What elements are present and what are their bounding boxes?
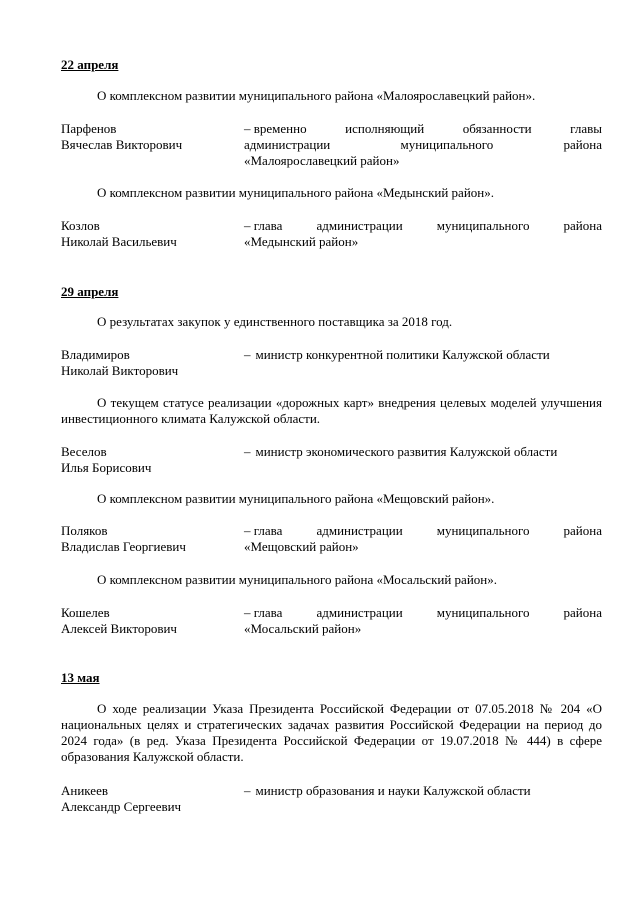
speaker-given-names: Илья Борисович bbox=[61, 460, 152, 475]
speaker-name bbox=[61, 523, 236, 555]
section-date: 13 мая bbox=[61, 670, 100, 685]
speaker-surname: Парфенов bbox=[61, 121, 117, 136]
speaker-given-names: Николай Васильевич bbox=[61, 234, 177, 249]
speaker-surname: Козлов bbox=[61, 218, 100, 233]
speaker-surname: Веселов bbox=[61, 444, 107, 459]
agenda-topic: О текущем статусе реализации «дорожных карт» внедрения целевых моделей улучшения инвестиционного климата Калужской области. bbox=[61, 395, 602, 426]
speaker-role: – министр конкурентной политики Калужской области bbox=[244, 347, 550, 362]
speaker-role: – глава администрации муниципального района «Мещовский район» bbox=[244, 523, 602, 554]
speaker-given-names: Николай Викторович bbox=[61, 363, 179, 378]
speaker-surname: Аникеев bbox=[61, 783, 108, 798]
speaker-name bbox=[61, 347, 236, 379]
speaker-surname: Владимиров bbox=[61, 347, 130, 362]
speaker-role: – министр экономического развития Калужской области bbox=[244, 444, 558, 459]
speaker-surname: Кошелев bbox=[61, 605, 110, 620]
speaker-given-names: Вячеслав Викторович bbox=[61, 137, 183, 152]
agenda-topic: О комплексном развитии муниципального района «Мещовский район». bbox=[97, 491, 495, 506]
speaker-given-names: Алексей Викторович bbox=[61, 621, 177, 636]
speaker-role: – временно исполняющий обязанности главы администрации муниципального района «Малоярославецкий район» bbox=[244, 121, 602, 168]
speaker-name bbox=[61, 783, 236, 815]
agenda-topic: О комплексном развитии муниципального района «Мосальский район». bbox=[97, 572, 497, 587]
speaker-role: – министр образования и науки Калужской области bbox=[244, 783, 531, 798]
agenda-topic: О результатах закупок у единственного поставщика за 2018 год. bbox=[97, 314, 453, 329]
agenda-topic: О комплексном развитии муниципального района «Малоярославецкий район». bbox=[97, 88, 536, 103]
agenda-topic: О ходе реализации Указа Президента Российской Федерации от 07.05.2018 № 204 «О национальных целях и стратегических задачах развития Российской Федерации на период до 2024 года» (в ред. Указа Президента Российской Федерации от 19.07.2018 № 444) в сфере образования Калужской области. bbox=[61, 701, 602, 764]
section-date: 22 апреля bbox=[61, 57, 119, 72]
speaker-given-names: Владислав Георгиевич bbox=[61, 539, 186, 554]
speaker-given-names: Александр Сергеевич bbox=[61, 799, 182, 814]
speaker-role: – глава администрации муниципального района «Мосальский район» bbox=[244, 605, 602, 636]
speaker-role: – глава администрации муниципального района «Медынский район» bbox=[244, 218, 602, 249]
speaker-name bbox=[61, 605, 236, 637]
speaker-name bbox=[61, 121, 236, 153]
speaker-name bbox=[61, 444, 236, 476]
speaker-name bbox=[61, 218, 236, 250]
agenda-topic: О комплексном развитии муниципального района «Медынский район». bbox=[97, 185, 494, 200]
speaker-surname: Поляков bbox=[61, 523, 108, 538]
section-date: 29 апреля bbox=[61, 284, 119, 299]
